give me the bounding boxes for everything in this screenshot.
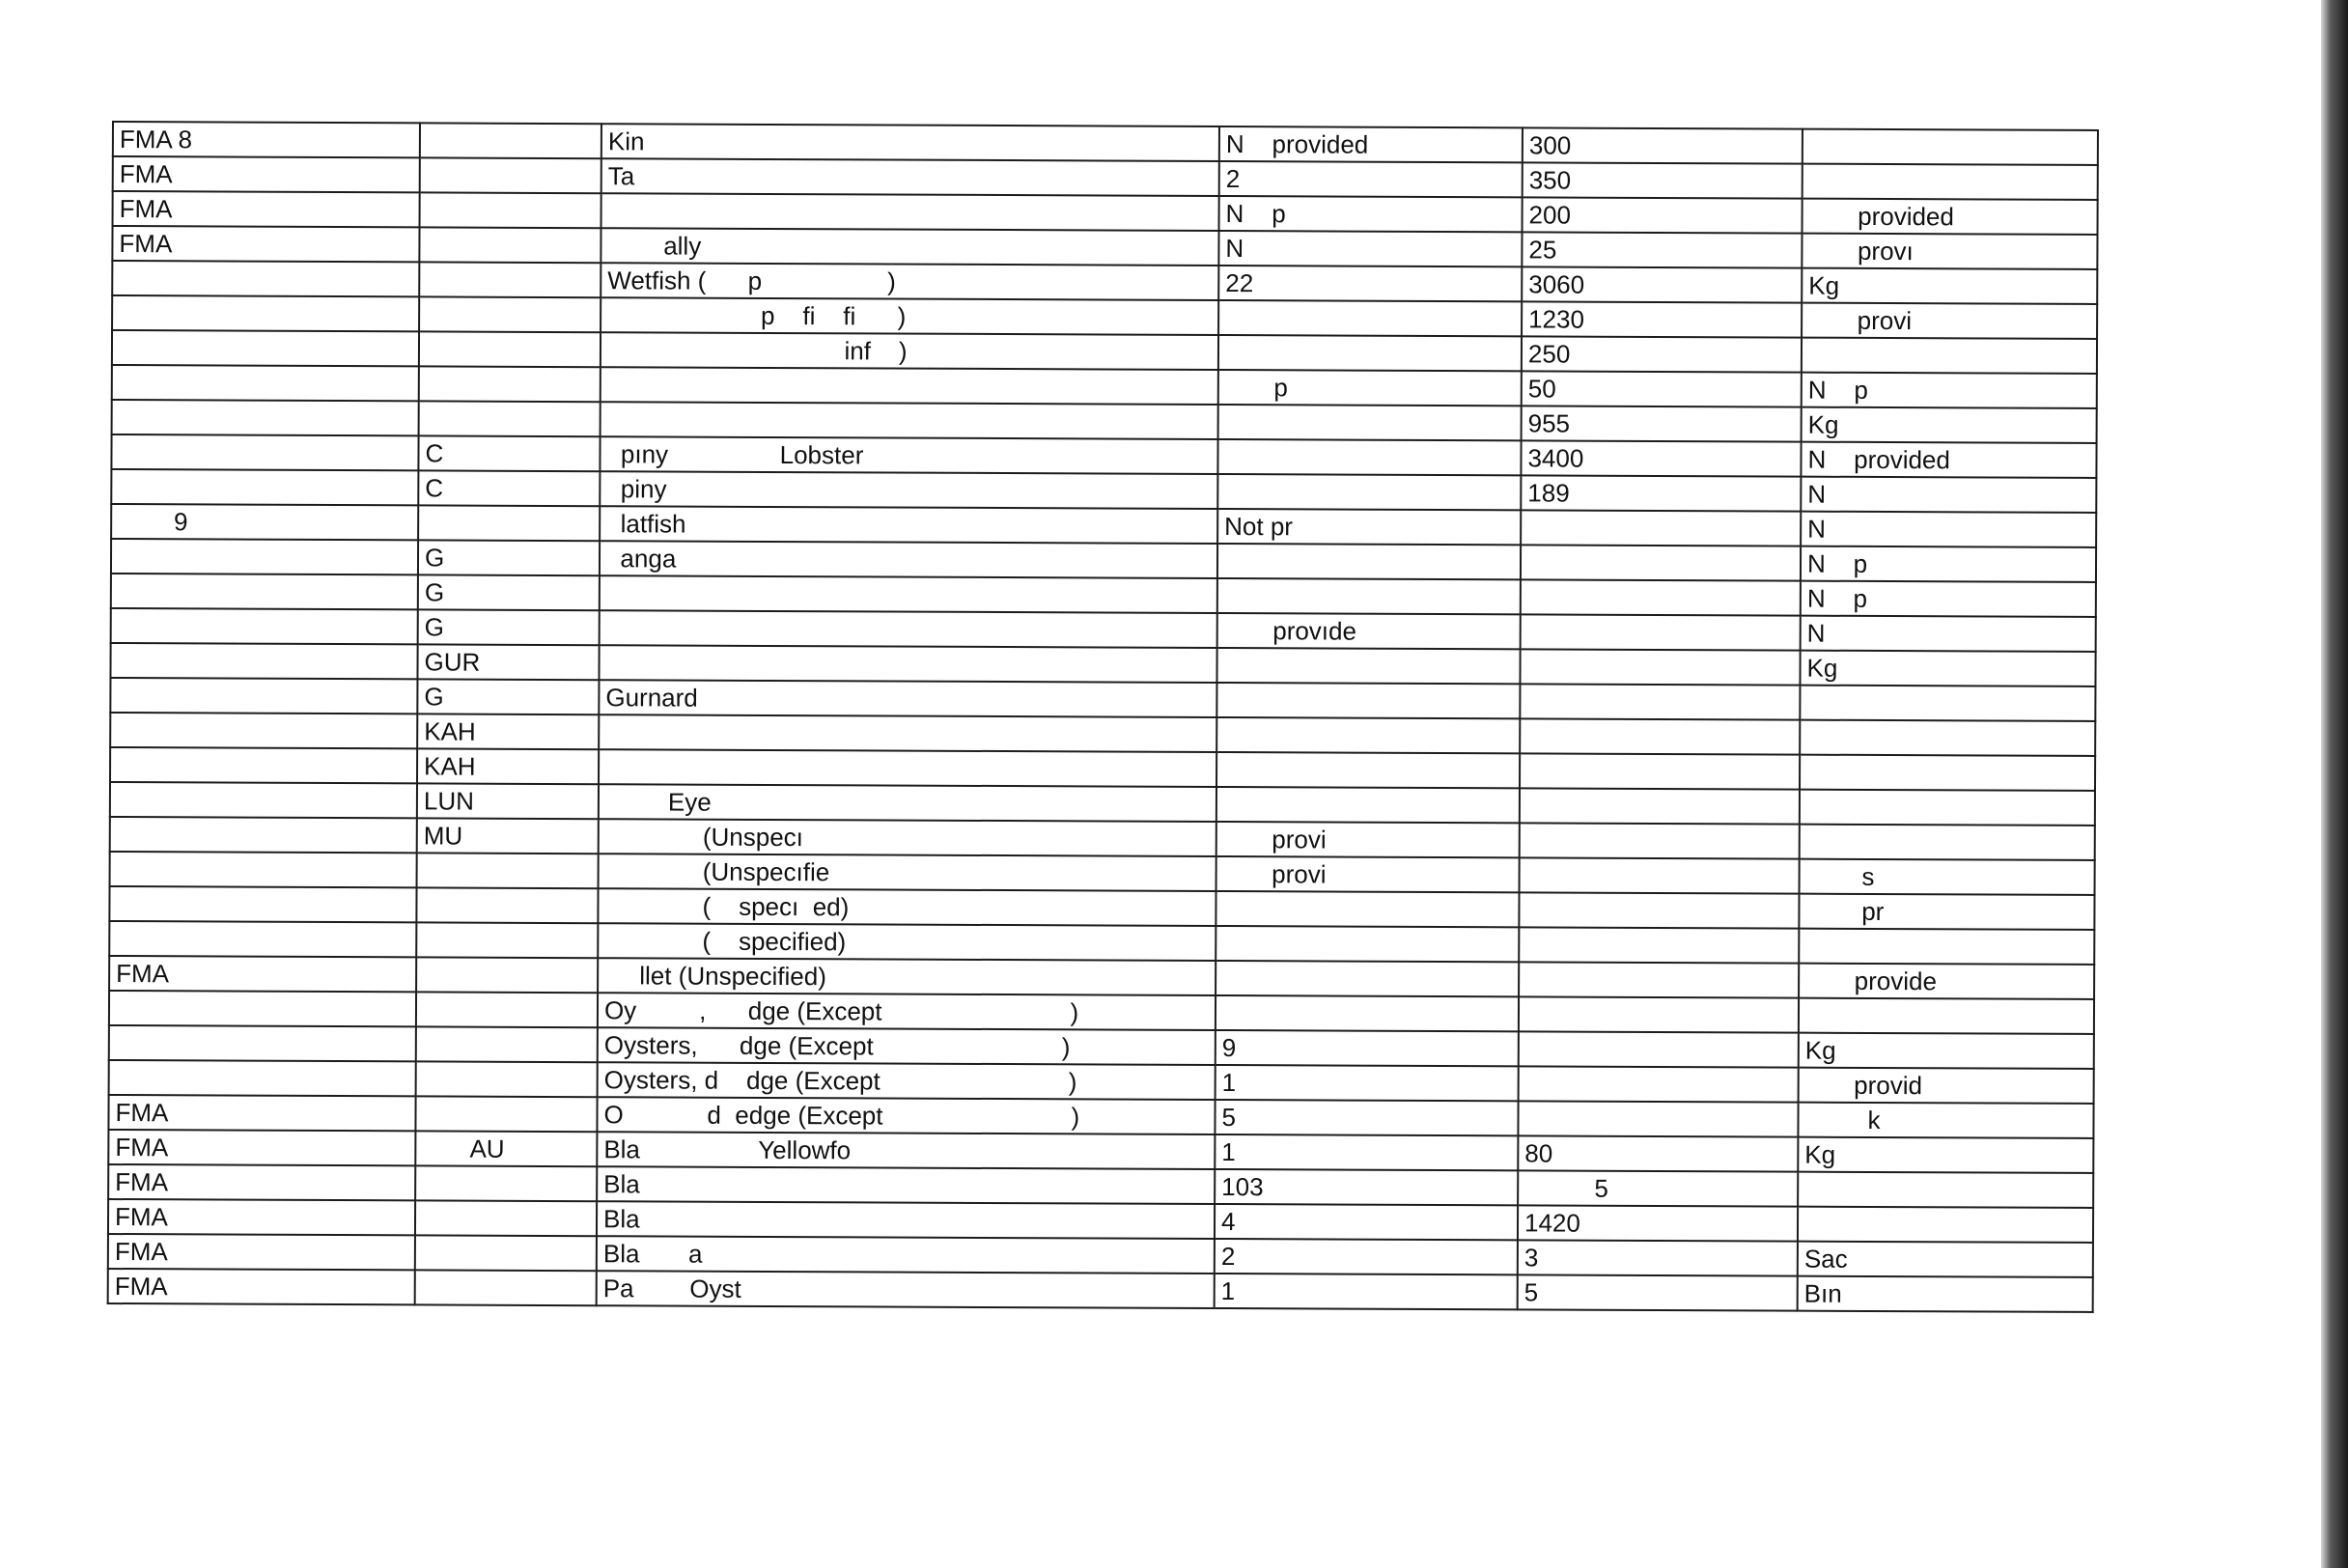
cell-area	[110, 817, 417, 853]
cell-code: G	[418, 609, 600, 645]
cell-count	[1217, 439, 1521, 475]
cell-area	[110, 713, 417, 748]
cell-quantity: 5	[1518, 1274, 1798, 1310]
cell-count	[1218, 405, 1522, 440]
cell-species: ally	[601, 228, 1218, 266]
cell-species	[599, 714, 1216, 752]
cell-count: 2	[1215, 1239, 1518, 1274]
cell-code	[415, 1200, 597, 1236]
cell-quantity	[1518, 1101, 1798, 1136]
cell-unit: N	[1801, 512, 2096, 547]
cell-species: (Unspecı	[599, 819, 1216, 856]
cell-code: C	[418, 435, 600, 471]
cell-unit: pr	[1799, 894, 2094, 930]
cell-species	[599, 749, 1216, 787]
cell-count: provi	[1216, 856, 1520, 892]
cell-unit	[1802, 338, 2097, 374]
cell-code	[416, 922, 598, 958]
cell-unit: N p	[1801, 546, 2096, 582]
cell-species: anga	[600, 541, 1217, 578]
cell-quantity	[1519, 1066, 1799, 1102]
cell-code: GUR	[417, 644, 599, 680]
cell-count: 4	[1215, 1204, 1518, 1240]
cell-quantity	[1521, 510, 1801, 546]
cell-species: Eye	[599, 784, 1216, 822]
cell-species: p fi fi )	[601, 297, 1218, 335]
cell-code	[419, 227, 601, 263]
cell-count	[1217, 544, 1521, 579]
cell-unit	[1800, 686, 2095, 721]
cell-count	[1216, 683, 1520, 718]
cell-area: FMA	[108, 1199, 415, 1235]
cell-code	[415, 1270, 597, 1305]
cell-species	[601, 193, 1219, 231]
cell-species: Gurnard	[599, 680, 1216, 717]
cell-code: C	[418, 470, 600, 506]
cell-code	[420, 192, 601, 228]
cell-count: 9	[1216, 1030, 1519, 1066]
cell-code: G	[418, 574, 600, 610]
cell-unit: Kg	[1798, 1137, 2093, 1173]
cell-unit: Kg	[1802, 407, 2097, 443]
cell-count: provıde	[1217, 613, 1521, 649]
cell-code	[418, 505, 600, 541]
cell-species: Bla a	[597, 1236, 1215, 1274]
cell-quantity: 5	[1518, 1170, 1798, 1206]
cell-code	[416, 957, 598, 993]
cell-count: N p	[1219, 196, 1523, 232]
cell-count	[1217, 578, 1521, 614]
cell-unit: provid	[1799, 1068, 2094, 1104]
scan-edge-shadow	[2321, 0, 2348, 1568]
cell-species: pıny Lobster	[600, 436, 1217, 474]
cell-quantity	[1519, 962, 1799, 997]
cell-area	[112, 400, 419, 435]
cell-code	[417, 853, 599, 888]
cell-unit: N p	[1802, 373, 2097, 408]
cell-species	[599, 645, 1216, 683]
cell-area	[112, 261, 419, 296]
cell-species	[601, 402, 1218, 439]
cell-area	[111, 539, 418, 574]
cell-unit	[1800, 720, 2095, 756]
cell-quantity: 3	[1518, 1240, 1798, 1275]
cell-area	[112, 365, 419, 401]
cell-species: Kin	[601, 124, 1219, 161]
cell-area	[109, 1060, 416, 1096]
cell-quantity	[1519, 1031, 1799, 1067]
cell-code	[420, 157, 601, 193]
cell-code	[416, 887, 598, 923]
cell-quantity	[1520, 788, 1800, 824]
cell-count: N	[1218, 231, 1522, 266]
cell-quantity	[1521, 579, 1801, 615]
cell-quantity	[1520, 684, 1800, 719]
cell-area	[109, 1025, 416, 1061]
cell-count: 1	[1215, 1134, 1518, 1170]
cell-code	[416, 1061, 598, 1097]
cell-count	[1216, 995, 1519, 1031]
cell-code: KAH	[417, 748, 599, 784]
cell-count: 5	[1215, 1100, 1518, 1135]
cell-species: Bla	[597, 1166, 1215, 1204]
cell-unit: provided	[1803, 199, 2098, 235]
cell-quantity: 1420	[1518, 1205, 1798, 1241]
table-row	[108, 1269, 2093, 1312]
cell-area: FMA	[108, 1095, 415, 1131]
cell-count	[1216, 926, 1519, 962]
cell-unit	[1800, 825, 2095, 860]
cell-code: KAH	[417, 714, 599, 749]
cell-unit: provide	[1799, 964, 2094, 999]
cell-code: G	[417, 679, 599, 714]
cell-species: Wetfish ( p )	[601, 263, 1218, 300]
cell-quantity	[1521, 545, 1801, 580]
cell-species: Oysters, dge (Except )	[598, 1027, 1216, 1065]
cell-unit: Kg	[1799, 1033, 2094, 1069]
cell-area	[110, 782, 417, 818]
cell-quantity: 1230	[1522, 301, 1802, 337]
cell-quantity: 50	[1522, 371, 1802, 406]
cell-unit: N p	[1801, 581, 2096, 617]
cell-code	[419, 296, 601, 332]
cell-count: provi	[1216, 822, 1520, 857]
cell-code	[419, 401, 601, 436]
cell-count: 22	[1218, 266, 1522, 301]
cell-area	[112, 295, 419, 331]
cell-unit: N provided	[1801, 442, 2096, 478]
cell-quantity	[1519, 927, 1799, 963]
cell-species	[600, 575, 1217, 613]
cell-quantity: 3400	[1521, 440, 1801, 476]
cell-unit	[1798, 1207, 2093, 1243]
cell-quantity: 955	[1522, 406, 1802, 441]
cell-quantity	[1520, 823, 1800, 858]
cell-quantity	[1520, 718, 1800, 754]
cell-count: 1	[1216, 1065, 1519, 1101]
cell-area: FMA	[108, 1164, 415, 1200]
cell-unit	[1803, 129, 2098, 165]
cell-count	[1216, 961, 1519, 996]
cell-species: Bla Yellowfo	[597, 1132, 1215, 1169]
cell-area	[110, 747, 417, 783]
cell-code: MU	[417, 818, 599, 854]
cell-area: 9	[111, 504, 418, 540]
cell-species: Oysters, d dge (Except )	[598, 1062, 1216, 1100]
cell-unit: s	[1800, 859, 2095, 895]
table-container	[107, 121, 2099, 1313]
cell-unit: k	[1798, 1103, 2093, 1138]
cell-count	[1216, 891, 1519, 927]
cell-unit: provi	[1802, 303, 2097, 339]
cell-unit: provı	[1802, 234, 2097, 269]
cell-unit	[1803, 164, 2098, 200]
cell-quantity	[1519, 892, 1799, 928]
cell-code	[415, 1235, 597, 1271]
cell-unit	[1800, 755, 2095, 791]
cell-species: piny	[600, 471, 1217, 509]
cell-count: 2	[1219, 161, 1523, 197]
cell-code	[415, 1096, 597, 1132]
cell-quantity	[1520, 649, 1800, 685]
cell-area	[109, 886, 416, 922]
cell-count: 103	[1215, 1169, 1518, 1205]
cell-unit: Kg	[1802, 268, 2097, 304]
cell-code	[415, 1165, 597, 1201]
cell-unit: N	[1801, 477, 2096, 513]
cell-quantity: 189	[1521, 475, 1801, 511]
cell-area: FMA	[109, 956, 416, 992]
cell-count: p	[1218, 370, 1522, 406]
cell-area	[112, 330, 419, 366]
cell-species: ( specı ed)	[598, 888, 1216, 926]
cell-species: Bla	[597, 1201, 1215, 1239]
cell-count	[1216, 787, 1520, 823]
fisheries-catch-table	[107, 121, 2099, 1313]
cell-area	[110, 852, 417, 887]
cell-quantity: 300	[1523, 127, 1803, 163]
cell-code	[416, 1026, 598, 1062]
cell-quantity: 3060	[1522, 266, 1802, 302]
cell-unit	[1799, 998, 2094, 1034]
cell-code	[416, 992, 598, 1027]
cell-count: Not pr	[1217, 509, 1521, 545]
cell-area: FMA	[108, 1269, 415, 1304]
cell-area	[111, 608, 418, 644]
cell-count	[1216, 648, 1520, 684]
cell-area	[111, 434, 418, 470]
cell-species	[600, 610, 1217, 648]
cell-area	[110, 678, 417, 714]
cell-quantity	[1520, 753, 1800, 789]
cell-code: LUN	[417, 783, 599, 819]
cell-species: (Unspecıfie	[599, 854, 1216, 891]
cell-area: FMA 8	[113, 122, 420, 157]
cell-code	[420, 123, 601, 158]
cell-count	[1217, 474, 1521, 510]
cell-unit: Kg	[1800, 651, 2095, 686]
cell-species: Pa Oyst	[597, 1271, 1215, 1308]
cell-area	[109, 921, 416, 957]
cell-quantity: 200	[1523, 197, 1803, 233]
cell-quantity: 25	[1522, 232, 1802, 267]
cell-species: O d edge (Except )	[597, 1097, 1215, 1134]
cell-quantity	[1521, 614, 1801, 650]
cell-area: FMA	[108, 1130, 415, 1165]
cell-species: ( specified)	[598, 923, 1216, 961]
cell-code: G	[418, 540, 600, 575]
cell-count	[1218, 335, 1522, 371]
cell-species	[601, 367, 1218, 405]
cell-unit: Bın	[1798, 1276, 2093, 1312]
cell-area: FMA	[108, 1234, 415, 1270]
cell-count: 1	[1215, 1274, 1518, 1309]
cell-area: FMA	[113, 191, 420, 227]
cell-quantity: 250	[1522, 336, 1802, 372]
table-body	[108, 122, 2098, 1312]
cell-unit	[1799, 929, 2094, 965]
cell-unit: Sac	[1798, 1242, 2093, 1277]
cell-area: FMA	[113, 156, 420, 192]
cell-area	[111, 574, 418, 609]
cell-unit	[1800, 790, 2095, 826]
cell-area	[111, 469, 418, 505]
cell-quantity	[1519, 996, 1799, 1032]
cell-unit: N	[1801, 616, 2096, 652]
cell-count	[1218, 300, 1522, 336]
cell-quantity	[1520, 857, 1800, 893]
cell-species: Oy , dge (Except )	[598, 993, 1216, 1030]
cell-species: latfish	[600, 506, 1217, 544]
cell-area: FMA	[112, 226, 419, 262]
cell-species: llet (Unspecified)	[598, 958, 1216, 995]
cell-area	[109, 991, 416, 1026]
cell-unit	[1798, 1172, 2093, 1208]
cell-code	[419, 331, 601, 367]
cell-count	[1216, 717, 1520, 753]
cell-count	[1216, 752, 1520, 788]
cell-count: N provided	[1219, 126, 1523, 162]
cell-area	[110, 643, 417, 679]
cell-quantity: 80	[1518, 1135, 1798, 1171]
cell-quantity: 350	[1523, 162, 1803, 198]
cell-species: Ta	[601, 158, 1219, 196]
cell-species: inf )	[601, 332, 1218, 370]
cell-code: AU	[415, 1131, 597, 1166]
cell-code	[419, 366, 601, 402]
cell-code	[419, 262, 601, 297]
